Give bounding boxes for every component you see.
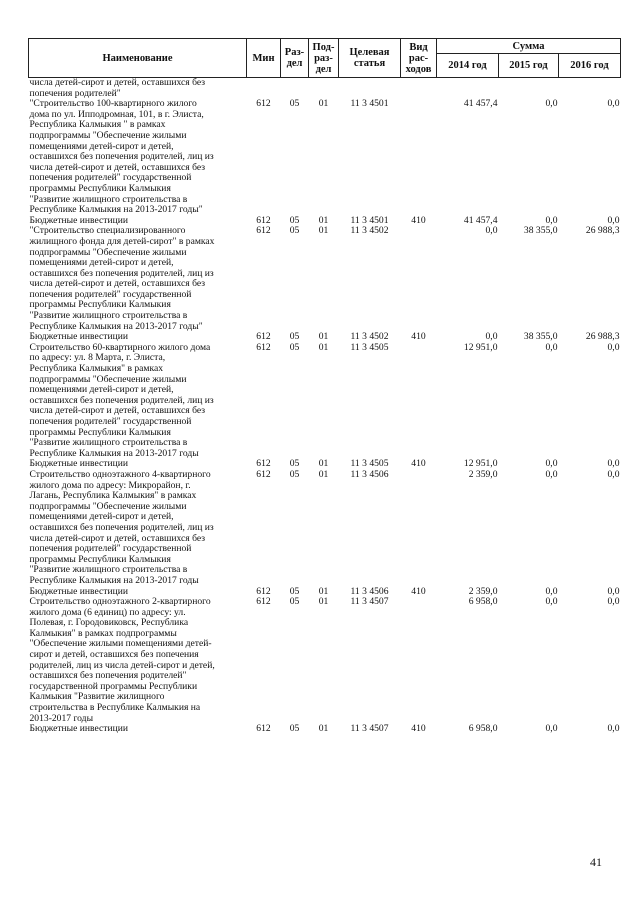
- cell-sum-2015: [499, 78, 559, 100]
- table-header: [29, 39, 621, 78]
- cell-section: 05: [289, 341, 300, 353]
- cell-ministry: 612: [256, 331, 271, 343]
- cell-ministry: 612: [256, 214, 271, 226]
- header-podrazdel: Под- раз- дел: [309, 39, 339, 78]
- cell-section: 05: [289, 214, 300, 226]
- table-row: [29, 99, 621, 216]
- cell-expense-type: [401, 99, 437, 216]
- table-row: [29, 226, 621, 332]
- cell-name: Бюджетные инвестиции: [29, 214, 128, 226]
- cell-expense-type: [401, 226, 437, 332]
- header-year-2016: 2016 год: [559, 54, 621, 78]
- header-name: Наименование: [29, 39, 247, 78]
- header-year-2015: 2015 год: [499, 54, 559, 78]
- header-expense-type: Вид рас- ходов: [401, 39, 437, 78]
- cell-expense-type: [401, 78, 437, 100]
- table-row: [29, 724, 621, 735]
- budget-table: [28, 38, 621, 735]
- cell-ministry: 612: [256, 723, 271, 735]
- cell-ministry: 612: [256, 468, 271, 480]
- cell-name: Строительство 60-квартирного жилого дома по адресу: ул. 8 Марта, г. Элиста, Республика Калмыкия" в рамках подпрограммы "Обеспечение жилыми помещениями детей-сирот и детей, оставшихся без попечения родителей, лиц из числа детей-сирот и детей, оставшихся без попечения родителей" государственной программы Республики Калмыкия "Развитие жилищного строительства в Республике Калмыкия на 2013-2017 годы: [29, 341, 214, 459]
- cell-ministry: 612: [256, 585, 271, 597]
- cell-subsection: 01: [318, 98, 329, 110]
- cell-name: Бюджетные инвестиции: [29, 585, 128, 597]
- cell-name: Бюджетные инвестиции: [29, 723, 128, 735]
- cell-target-article: 11 3 4502: [350, 331, 389, 343]
- cell-sum-2016: 0,0: [607, 596, 620, 608]
- cell-sum-2015: 0,0: [545, 458, 558, 470]
- cell-sum-2016: 0,0: [607, 458, 620, 470]
- cell-sum-2016: [559, 78, 621, 100]
- cell-ministry: 612: [256, 596, 271, 608]
- cell-sum-2014: 2 359,0: [468, 585, 498, 597]
- cell-sum-2014: [437, 78, 499, 100]
- cell-sum-2015: 0,0: [545, 468, 558, 480]
- page-number: 41: [590, 855, 602, 869]
- cell-target-article: 11 3 4501: [350, 214, 389, 226]
- cell-sum-2015: 0,0: [545, 341, 558, 353]
- cell-sum-2016: 26 988,3: [585, 225, 620, 237]
- cell-target-article: 11 3 4506: [350, 585, 389, 597]
- cell-sum-2015: 0,0: [545, 723, 558, 735]
- cell-expense-type: 410: [411, 331, 426, 343]
- cell-name: Строительство одноэтажного 2-квартирного жилого дома (6 единиц) по адресу: ул. Полевая, г. Городовиковск, Республика Калмыкия" в рамках подпрограммы "Обеспечение жилыми помещениями детей- сирот и детей, оставшихся без попечения родителей, лиц из числа детей-сирот и детей, оставшихся без попечения родителей" государственной программы Республики Калмыкия "Развитие жилищного строительства в Республике Калмыкия на 2013-2017 годы: [29, 596, 215, 724]
- cell-ministry: [247, 78, 281, 100]
- cell-target-article: 11 3 4502: [350, 225, 389, 237]
- cell-target-article: 11 3 4501: [350, 98, 389, 110]
- cell-name: "Строительство специализированного жилищного фонда для детей-сирот" в рамках подпрограммы "Обеспечение жилыми помещениями детей-сирот и детей, оставшихся без попечения родителей, лиц из числа детей-сирот и детей, оставшихся без попечения родителей" государственной программы Республики Калмыкия "Развитие жилищного строительства в Республике Калмыкия на 2013-2017 годы": [29, 225, 215, 332]
- header-sum: Сумма: [437, 39, 621, 54]
- cell-subsection: 01: [318, 596, 329, 608]
- header-razdel: Раз- дел: [281, 39, 309, 78]
- table-body: [29, 78, 621, 735]
- cell-sum-2016: 0,0: [607, 98, 620, 110]
- table-row: [29, 470, 621, 587]
- cell-sum-2015: 0,0: [545, 596, 558, 608]
- cell-sum-2014: 41 457,4: [463, 98, 498, 110]
- cell-section: 05: [289, 596, 300, 608]
- cell-subsection: 01: [318, 458, 329, 470]
- cell-target-article: 11 3 4507: [350, 723, 389, 735]
- cell-expense-type: 410: [411, 723, 426, 735]
- cell-subsection: 01: [318, 723, 329, 735]
- cell-name: Строительство одноэтажного 4-квартирного жилого дома по адресу: Микрорайон, г. Лагань, Республика Калмыкия" в рамках подпрограммы "Обеспечение жилыми помещениями детей-сирот и детей, оставшихся без попечения родителей, лиц из числа детей-сирот и детей, оставшихся без попечения родителей" государственной программы Республики Калмыкия "Развитие жилищного строительства в Республике Калмыкия на 2013-2017 годы: [29, 468, 214, 586]
- cell-expense-type: [401, 470, 437, 587]
- cell-sum-2016: 26 988,3: [585, 331, 620, 343]
- cell-sum-2014: 6 958,0: [468, 596, 498, 608]
- cell-sum-2014: 12 951,0: [463, 341, 498, 353]
- cell-subsection: [309, 78, 339, 100]
- cell-section: [281, 78, 309, 100]
- cell-sum-2016: 0,0: [607, 341, 620, 353]
- cell-sum-2016: 0,0: [607, 723, 620, 735]
- cell-name: "Строительство 100-квартирного жилого дома по ул. Ипподромная, 101, в г. Элиста, Республика Калмыкия " в рамках подпрограммы "Обеспечение жилыми помещениями детей-сирот и детей, оставшихся без попечения родителей, лиц из числа детей-сирот и детей, оставшихся без попечения родителей" государственной программы Республики Калмыкия "Развитие жилищного строительства в Республике Калмыкия на 2013-2017 годы": [29, 98, 214, 216]
- cell-subsection: 01: [318, 585, 329, 597]
- table-row: [29, 343, 621, 460]
- cell-name: Бюджетные инвестиции: [29, 458, 128, 470]
- header-min: Мин: [247, 39, 281, 78]
- cell-sum-2014: 6 958,0: [468, 723, 498, 735]
- cell-section: 05: [289, 723, 300, 735]
- cell-section: 05: [289, 458, 300, 470]
- header-target-article: Целевая статья: [339, 39, 401, 78]
- cell-sum-2015: 0,0: [545, 214, 558, 226]
- cell-sum-2014: 2 359,0: [468, 468, 498, 480]
- cell-section: 05: [289, 331, 300, 343]
- cell-subsection: 01: [318, 225, 329, 237]
- cell-target-article: 11 3 4505: [350, 341, 389, 353]
- cell-expense-type: 410: [411, 458, 426, 470]
- cell-subsection: 01: [318, 341, 329, 353]
- table-row: [29, 597, 621, 724]
- cell-sum-2014: 12 951,0: [463, 458, 498, 470]
- cell-expense-type: [401, 343, 437, 460]
- cell-section: 05: [289, 585, 300, 597]
- cell-target-article: 11 3 4506: [350, 468, 389, 480]
- cell-sum-2015: 0,0: [545, 585, 558, 597]
- table-row: [29, 78, 621, 100]
- cell-ministry: 612: [256, 458, 271, 470]
- cell-name: Бюджетные инвестиции: [29, 331, 128, 343]
- cell-section: 05: [289, 468, 300, 480]
- cell-ministry: 612: [256, 98, 271, 110]
- cell-target-article: 11 3 4507: [350, 596, 389, 608]
- cell-sum-2015: 0,0: [545, 98, 558, 110]
- cell-sum-2014: 0,0: [485, 331, 498, 343]
- cell-sum-2014: 41 457,4: [463, 214, 498, 226]
- cell-expense-type: 410: [411, 214, 426, 226]
- cell-name: числа детей-сирот и детей, оставшихся без попечения родителей": [29, 77, 206, 99]
- cell-ministry: 612: [256, 341, 271, 353]
- cell-section: 05: [289, 225, 300, 237]
- cell-sum-2016: 0,0: [607, 214, 620, 226]
- cell-expense-type: [401, 597, 437, 724]
- header-year-2014: 2014 год: [437, 54, 499, 78]
- cell-subsection: 01: [318, 331, 329, 343]
- cell-subsection: 01: [318, 468, 329, 480]
- cell-sum-2016: 0,0: [607, 585, 620, 597]
- cell-section: 05: [289, 98, 300, 110]
- cell-target-article: [339, 78, 401, 100]
- cell-sum-2014: 0,0: [485, 225, 498, 237]
- cell-subsection: 01: [318, 214, 329, 226]
- cell-expense-type: 410: [411, 585, 426, 597]
- cell-sum-2015: 38 355,0: [523, 225, 558, 237]
- cell-target-article: 11 3 4505: [350, 458, 389, 470]
- cell-sum-2016: 0,0: [607, 468, 620, 480]
- cell-ministry: 612: [256, 225, 271, 237]
- cell-sum-2015: 38 355,0: [523, 331, 558, 343]
